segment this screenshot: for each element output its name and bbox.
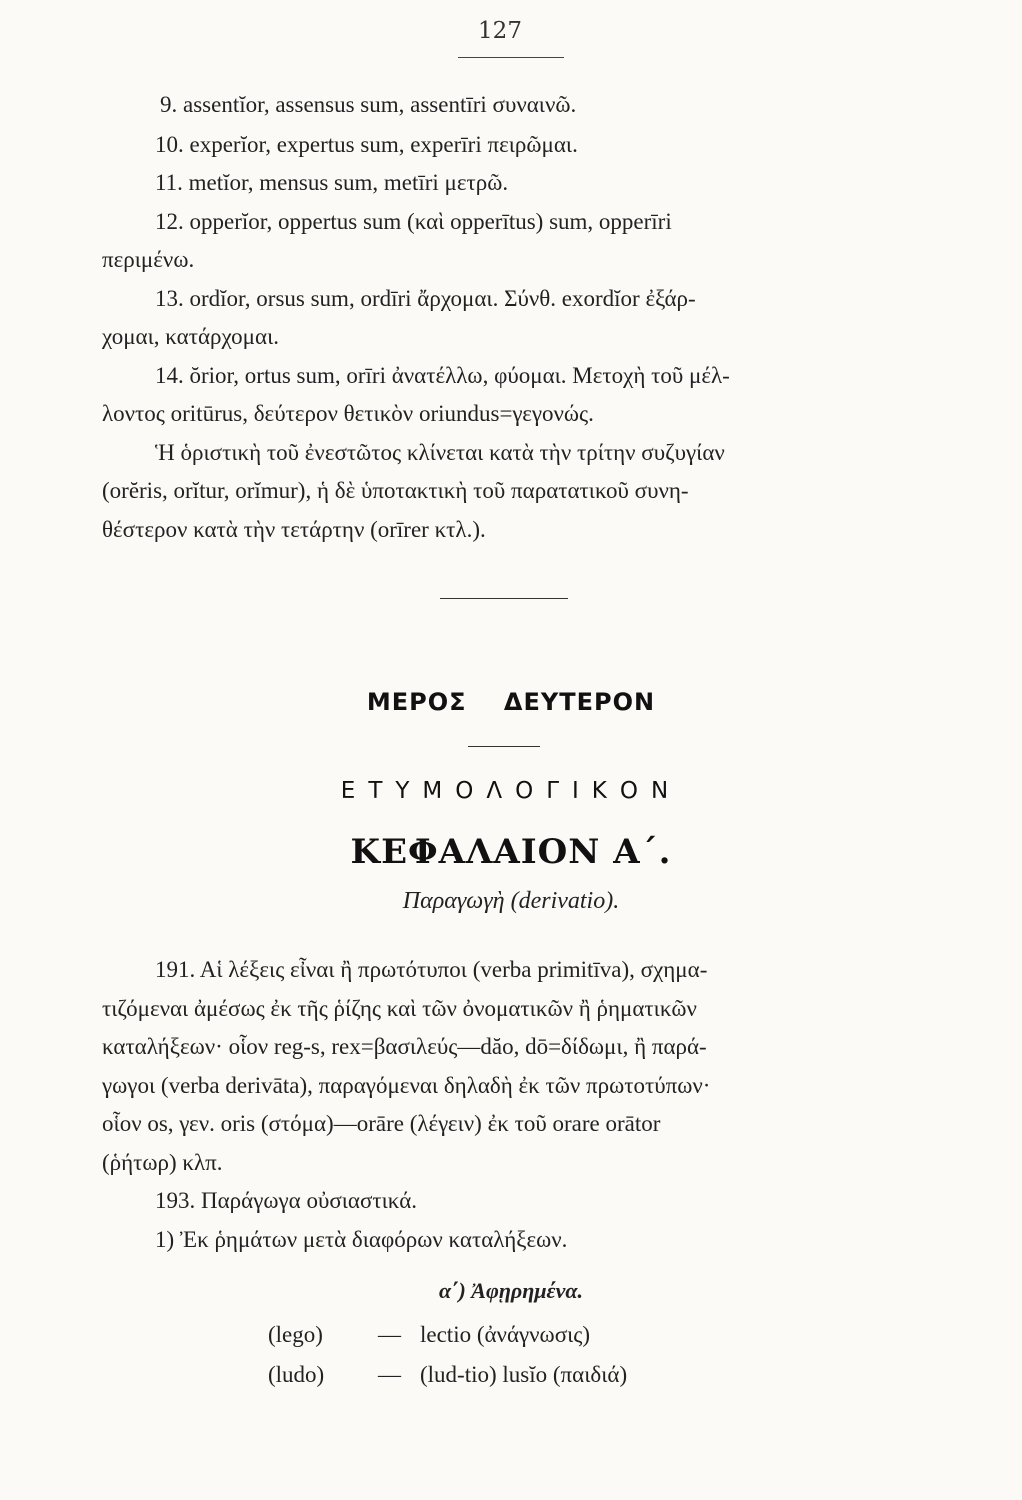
example-1-root: (lego) bbox=[268, 1322, 323, 1347]
verb-line-12: 12. opperĭor, oppertus sum (καὶ opperītus) sum, opperīri bbox=[155, 209, 672, 234]
paragraph-191-line-1: 191. Αἱ λέξεις εἶναι ἢ πρωτότυποι (verba primitīva), σχημα- bbox=[155, 957, 708, 982]
subheading-abstract: α΄) Ἀφῃρημένα. bbox=[438, 1278, 584, 1303]
verb-line-9: 9. assentĭor, assensus sum, assentīri συναινῶ. bbox=[160, 92, 577, 117]
paragraph-191-line-3: καταλήξεων· οἷον reg-s, rex=βασιλεύς—dăo, dō=δίδωμι, ἢ παρά- bbox=[102, 1034, 707, 1059]
chapter-subtitle: Παραγωγὴ (derivatio). bbox=[402, 888, 620, 914]
verb-line-11: 11. metĭor, mensus sum, metīri μετρῶ. bbox=[155, 170, 509, 195]
verb-line-12-cont: περιμένω. bbox=[102, 247, 195, 272]
paragraph-191-line-5: οἷον os, γεν. oris (στόμα)—orāre (λέγειν) ἐκ τοῦ orare orātor bbox=[102, 1111, 661, 1136]
note-line-2: (orĕris, orĭtur, orĭmur), ἡ δὲ ὑποτακτικὴ τοῦ παρατατικοῦ συνη- bbox=[102, 478, 689, 503]
example-2-dash: — bbox=[378, 1362, 401, 1387]
verb-line-14: 14. ŏrior, ortus sum, orīri ἀνατέλλω, φύομαι. Μετοχὴ τοῦ μέλ- bbox=[155, 363, 730, 388]
page-number: 127 bbox=[478, 18, 522, 44]
note-line-1: Ἡ ὁριστικὴ τοῦ ἐνεστῶτος κλίνεται κατὰ τὴν τρίτην συζυγίαν bbox=[155, 440, 725, 465]
part-title bbox=[0, 688, 1022, 716]
paragraph-191-line-2: τιζόμεναι ἀμέσως ἐκ τῆς ῥίζης καὶ τῶν ὀνοματικῶν ἢ ῥηματικῶν bbox=[102, 996, 697, 1021]
example-1-dash: — bbox=[378, 1322, 401, 1347]
page-number-rule bbox=[458, 57, 564, 58]
verb-line-10: 10. experĭor, expertus sum, experīri πειρῶμαι. bbox=[155, 132, 578, 157]
paragraph-193: 193. Παράγωγα οὐσιαστικά. bbox=[155, 1188, 417, 1213]
title-divider bbox=[468, 746, 540, 747]
example-1-derived: lectio (ἀνάγνωσις) bbox=[420, 1322, 591, 1347]
point-1: 1) Ἐκ ῥημάτων μετὰ διαφόρων καταλήξεων. bbox=[155, 1227, 568, 1252]
paragraph-191-line-6: (ῥήτωρ) κλπ. bbox=[102, 1150, 223, 1175]
verb-line-14-cont: λοντος oritūrus, δεύτερον θετικὸν oriundus=γεγονώς. bbox=[102, 401, 594, 426]
part-title-word-1: ΜΕΡΟΣ bbox=[366, 688, 467, 716]
section-title: ΕΤΥΜΟΛΟΓΙΚΟΝ bbox=[340, 778, 682, 804]
example-2-derived: (lud-tio) lusĭo (παιδιά) bbox=[420, 1362, 628, 1387]
note-line-3: θέστερον κατὰ τὴν τετάρτην (orīrer κτλ.). bbox=[102, 517, 486, 542]
section-divider bbox=[440, 598, 568, 599]
paragraph-191-line-4: γωγοι (verba derivāta), παραγόμεναι δηλαδὴ ἐκ τῶν πρωτοτύπων· bbox=[102, 1073, 711, 1098]
verb-line-13-cont: χομαι, κατάρχομαι. bbox=[102, 324, 280, 349]
chapter-title: ΚΕΦΑΛΑΙΟΝ Α΄. bbox=[350, 832, 672, 872]
example-2-root: (ludo) bbox=[268, 1362, 325, 1387]
part-title-word-2: ΔΕΥΤΕΡΟΝ bbox=[503, 688, 656, 716]
verb-line-13: 13. ordĭor, orsus sum, ordīri ἄρχομαι. Σύνθ. exordĭor ἐξάρ- bbox=[155, 286, 696, 311]
